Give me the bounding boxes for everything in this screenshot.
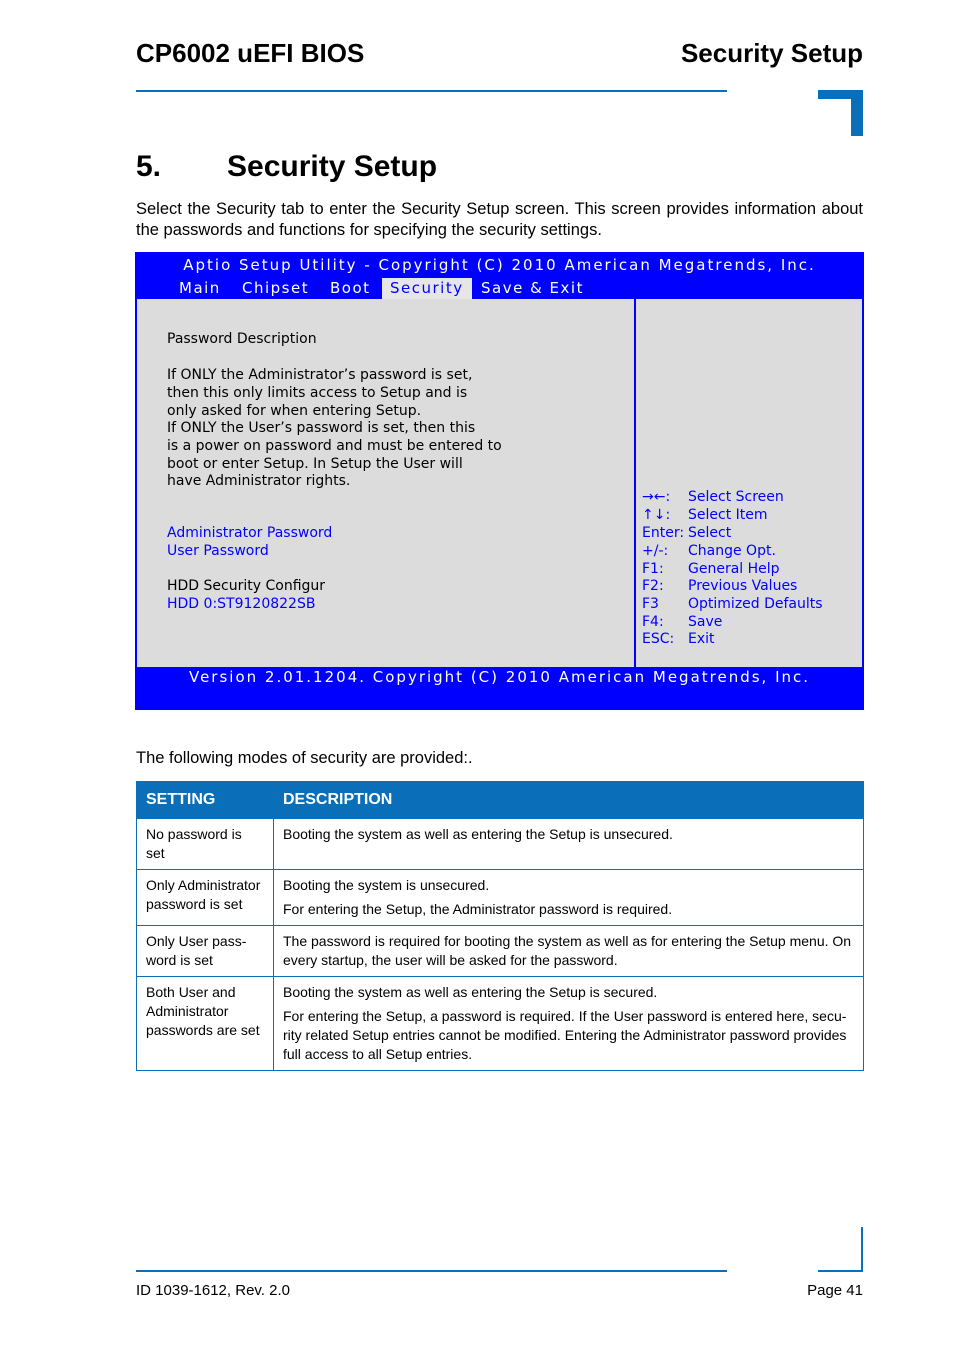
hdd-security-heading: HDD Security Configur	[167, 578, 326, 594]
table-row	[137, 977, 864, 1071]
intro-paragraph: Select the Security tab to enter the Security Setup screen. This screen provides information about the passwords and functions for specifying the security settings.	[136, 200, 863, 239]
header-rule	[136, 90, 727, 92]
help-key: Enter:	[642, 525, 685, 541]
description-cell	[274, 819, 864, 870]
tab-boot[interactable]: Boot	[330, 279, 371, 297]
corner-mark-bottom	[861, 1227, 863, 1272]
setting-cell: No password is set	[137, 819, 274, 870]
section-title: Security Setup	[227, 150, 438, 183]
table-row	[137, 819, 864, 870]
corner-mark-bottom-horizontal	[818, 1270, 863, 1272]
help-desc: Previous Values	[688, 578, 798, 594]
help-desc: Select	[688, 525, 732, 541]
help-key: F1:	[642, 561, 664, 577]
help-key: F4:	[642, 614, 664, 630]
description-text: Booting the system as well as entering the Setup is unsecured.	[283, 826, 673, 842]
bios-footer: Version 2.01.1204. Copyright (C) 2010 American Megatrends, Inc.	[188, 668, 811, 686]
setting-cell: Only User pass-word is set	[137, 926, 274, 977]
user-password-item[interactable]: User Password	[167, 543, 269, 559]
bios-tab-bar	[135, 278, 864, 300]
document-title: CP6002 uEFI BIOS	[136, 38, 365, 68]
help-desc: Save	[688, 614, 723, 630]
description-cell	[274, 870, 864, 926]
table-header-row	[137, 782, 864, 819]
document-id: ID 1039-1612, Rev. 2.0	[136, 1282, 290, 1299]
help-desc: General Help	[688, 561, 780, 577]
help-desc: Optimized Defaults	[688, 596, 823, 612]
bios-screen	[135, 252, 864, 710]
corner-mark-top-vertical	[851, 90, 863, 136]
help-key: ESC:	[642, 631, 675, 647]
column-header-setting: SETTING	[137, 782, 274, 819]
help-key: +/-:	[642, 543, 669, 559]
description-line: If ONLY the Administrator’s password is set,	[167, 367, 473, 383]
table-row	[137, 926, 864, 977]
help-key: F3	[642, 596, 659, 612]
description-line: boot or enter Setup. In Setup the User will	[167, 456, 463, 472]
column-header-description: DESCRIPTION	[274, 782, 864, 819]
description-line: If ONLY the User’s password is set, then this	[167, 420, 476, 436]
tab-save-exit[interactable]: Save & Exit	[481, 279, 584, 297]
table-row	[137, 870, 864, 926]
security-modes-table	[136, 781, 864, 1071]
help-desc: Select Item	[688, 507, 768, 523]
bios-panel-divider	[634, 299, 636, 667]
description-text: Booting the system is unsecured.	[283, 877, 490, 893]
bios-body	[137, 299, 862, 667]
description-cell	[274, 926, 864, 977]
page-number: Page 41	[807, 1282, 863, 1299]
administrator-password-item[interactable]: Administrator Password	[167, 525, 333, 541]
description-line: only asked for when entering Setup.	[167, 403, 422, 419]
description-line: have Administrator rights.	[167, 473, 351, 489]
bios-title-bar: Aptio Setup Utility - Copyright (C) 2010 American Megatrends, Inc.	[183, 256, 816, 274]
description-text: For entering the Setup, the Administrator password is required.	[283, 901, 673, 917]
help-key: →←:	[642, 489, 671, 505]
help-key: ↑↓:	[642, 507, 671, 523]
description-cell	[274, 977, 864, 1071]
password-description-heading: Password Description	[167, 331, 317, 347]
tab-chipset[interactable]: Chipset	[242, 279, 310, 297]
help-desc: Select Screen	[688, 489, 784, 505]
section-number: 5.	[136, 150, 162, 183]
description-text: Booting the system as well as entering the Setup is secured.	[283, 984, 658, 1000]
description-text: The password is required for booting the system as well as for entering the Setup menu. On every startup, the user will be asked for the password.	[283, 933, 852, 968]
tab-security[interactable]: Security	[382, 278, 472, 300]
setting-cell: Only Administrator password is set	[137, 870, 274, 926]
description-line: then this only limits access to Setup and is	[167, 385, 468, 401]
chapter-title: Security Setup	[680, 38, 863, 68]
tab-main[interactable]: Main	[179, 279, 221, 297]
description-text: For entering the Setup, a password is required. If the User password is entered here, secu-rity related Setup entries cannot be modified. Entering the Administrator password provides full access to all Setup entries.	[283, 1008, 847, 1062]
hdd-item[interactable]: HDD 0:ST9120822SB	[167, 596, 316, 612]
setting-cell: Both User and Administrator passwords are set	[137, 977, 274, 1071]
description-line: is a power on password and must be entered to	[167, 438, 502, 454]
modes-intro: The following modes of security are provided:.	[136, 749, 473, 767]
help-desc: Exit	[688, 631, 715, 647]
footer-rule	[136, 1270, 727, 1272]
help-desc: Change Opt.	[688, 543, 776, 559]
help-key: F2:	[642, 578, 664, 594]
